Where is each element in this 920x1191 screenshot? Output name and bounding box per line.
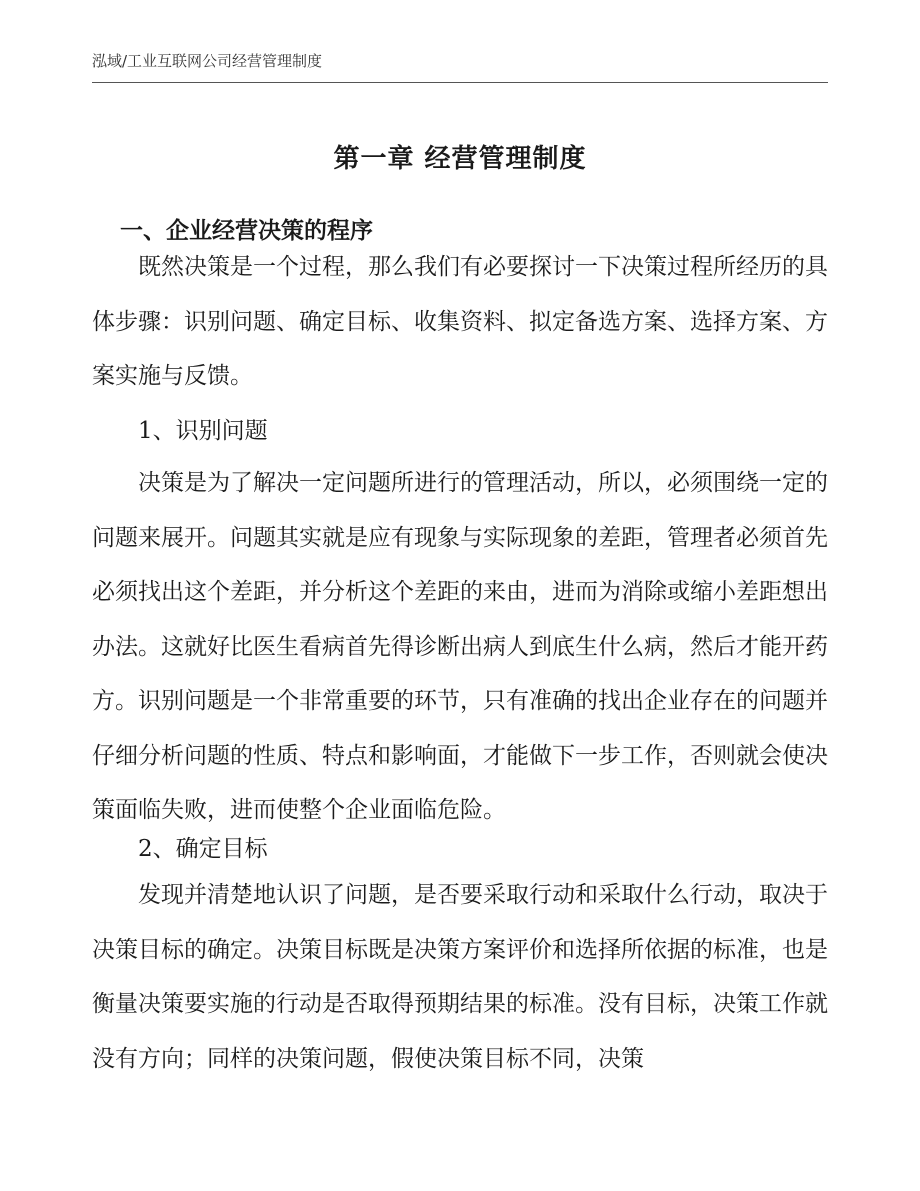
intro-paragraph: 既然决策是一个过程，那么我们有必要探讨一下决策过程所经历的具体步骤：识别问题、确定目标、收集资料、拟定备选方案、选择方案、方案实施与反馈。 <box>92 254 828 389</box>
step-heading-set-goal: 2、确定目标 <box>138 836 268 862</box>
section-heading: 一、企业经营决策的程序 <box>120 218 373 244</box>
step-body-identify-problem: 决策是为了解决一定问题所进行的管理活动，所以，必须围绕一定的问题来展开。问题其实就是应有现象与实际现象的差距，管理者必须首先必须找出这个差距，并分析这个差距的来由，进而为消除或缩小差距想出办法。这就好比医生看病首先得诊断出病人到底生什么病，然后才能开药方。识别问题是一个非常重要的环节，只有准确的找出企业存在的问题并仔细分析问题的性质、特点和影响面，才能做下一步工作，否则就会使决策面临失败，进而使整个企业面临危险。 <box>92 470 828 823</box>
header-divider <box>92 82 828 83</box>
chapter-title: 第一章 经营管理制度 <box>333 144 587 174</box>
step-heading-identify-problem: 1、识别问题 <box>138 418 268 444</box>
running-header: 泓域/工业互联网公司经营管理制度 <box>92 52 323 70</box>
step-body-set-goal: 发现并清楚地认识了问题，是否要采取行动和采取什么行动，取决于决策目标的确定。决策目标既是决策方案评价和选择所依据的标准，也是衡量决策要实施的行动是否取得预期结果的标准。没有目标，决策工作就没有方向；同样的决策问题，假使决策目标不同，决策 <box>92 882 828 1072</box>
